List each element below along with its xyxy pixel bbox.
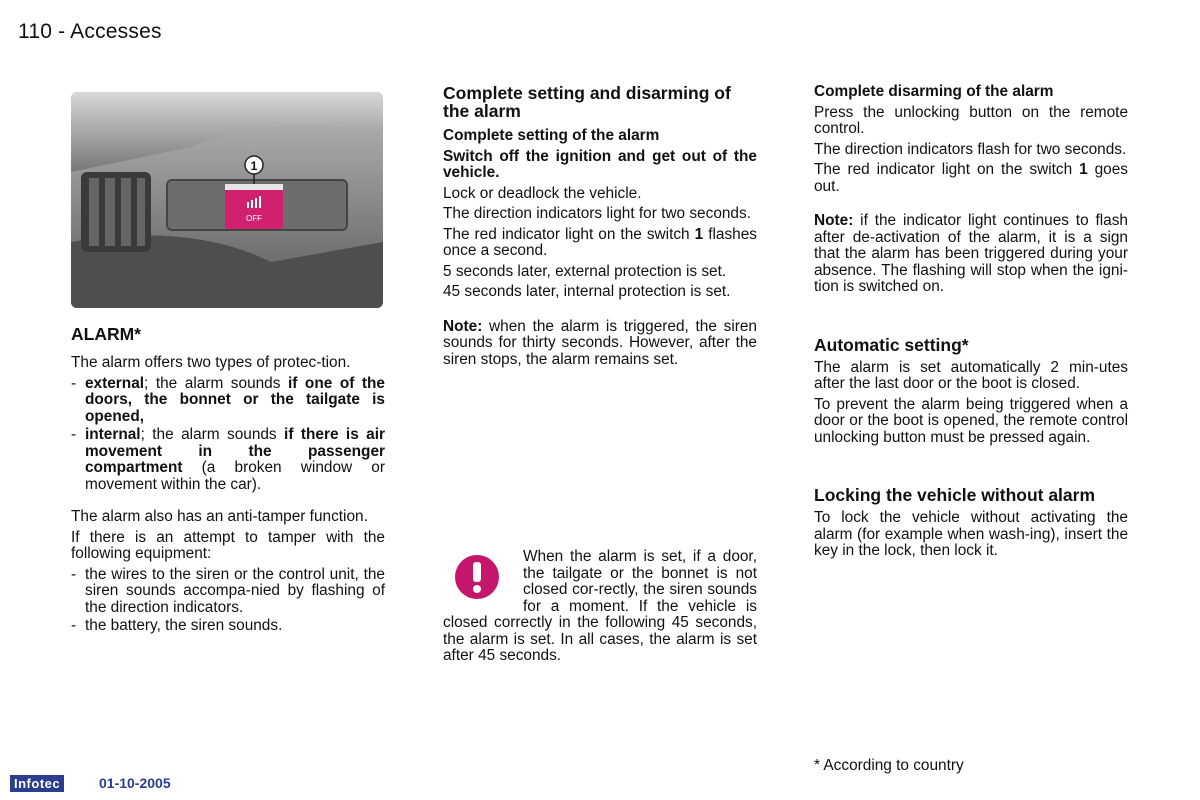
- list-item: - internal; the alarm sounds if there is air movement in the passenger compartment (a broken window or movement within the car).: [71, 426, 385, 493]
- list-item: - external; the alarm sounds if one of the doors, the bonnet or the tailgate is opened,: [71, 374, 385, 425]
- external-protection-text: 5 seconds later, external protection is set.: [443, 262, 727, 280]
- list-item: - the battery, the siren sounds.: [71, 617, 283, 634]
- anti-tamper-text: The alarm also has an anti-tamper function.: [71, 508, 368, 525]
- disarm-light-text: The red indicator light on the switch 1 goes out.: [814, 161, 1128, 195]
- infotec-logo: Infotec: [10, 775, 64, 792]
- alarm-title: ALARM*: [71, 324, 141, 344]
- lock-text: Lock or deadlock the vehicle.: [443, 184, 642, 202]
- warning-block: [443, 549, 757, 665]
- middle-column: [443, 84, 757, 372]
- step-ignition: Switch off the ignition and get out of the vehicle.: [443, 147, 757, 181]
- locking-text: To lock the vehicle without activating the alarm (for example when wash-ing), insert the key in the lock, then lock it.: [814, 509, 1128, 559]
- left-column: [71, 325, 385, 637]
- warning-icon: [443, 549, 517, 613]
- red-light-text: The red indicator light on the switch 1 flashes once a second.: [443, 225, 757, 259]
- disarm-note: Note: if the indicator light continues to flash after de-activation of the alarm, it is a sign that the alarm has been triggered during your absence. The flashing will stop when the igni-tion is switched on.: [814, 212, 1128, 295]
- callout-number: 1: [250, 159, 258, 173]
- list-item: - the wires to the siren or the control unit, the siren sounds accompa-nied by flashing of the direction indicators.: [71, 565, 385, 616]
- automatic-setting-title: Automatic setting*: [814, 334, 969, 355]
- automatic-setting-p2: To prevent the alarm being triggered when a door or the boot is opened, the remote control unlocking button must be pressed again.: [814, 395, 1128, 446]
- warning-text: When the alarm is set, if a door, the tailgate or the bonnet is not closed cor-rectly, the siren sounds for a moment. If the vehicle is closed correctly in the following 45 seconds, the alarm is set. In all cases, the alarm is set after 45 seconds.: [443, 548, 757, 664]
- disarm-indicators-text: The direction indicators flash for two seconds.: [814, 140, 1127, 158]
- switch-off-label: OFF: [246, 214, 262, 223]
- complete-setting-title: Complete setting and disarming of the alarm: [443, 83, 731, 121]
- complete-setting-subtitle: Complete setting of the alarm: [443, 127, 660, 144]
- footnote: * According to country: [814, 757, 964, 774]
- page-header: 110 - Accesses: [18, 20, 162, 43]
- disarm-press-text: Press the unlocking button on the remote control.: [814, 103, 1128, 137]
- right-column: [814, 84, 1128, 564]
- automatic-setting-p1: The alarm is set automatically 2 min-utes after the last door or the boot is closed.: [814, 358, 1128, 392]
- tamper-intro: If there is an attempt to tamper with the following equipment:: [71, 528, 385, 562]
- setting-note: Note: when the alarm is triggered, the siren sounds for thirty seconds. However, after the siren stops, the alarm remains set.: [443, 317, 757, 368]
- locking-title: Locking the vehicle without alarm: [814, 485, 1096, 505]
- footer-date: 01-10-2005: [99, 775, 171, 791]
- disarm-title: Complete disarming of the alarm: [814, 83, 1054, 100]
- internal-protection-text: 45 seconds later, internal protection is set.: [443, 283, 731, 300]
- alarm-intro: The alarm offers two types of protec-tion.: [71, 354, 351, 371]
- indicators-text: The direction indicators light for two seconds.: [443, 205, 751, 222]
- alarm-switch-photo: [71, 92, 383, 308]
